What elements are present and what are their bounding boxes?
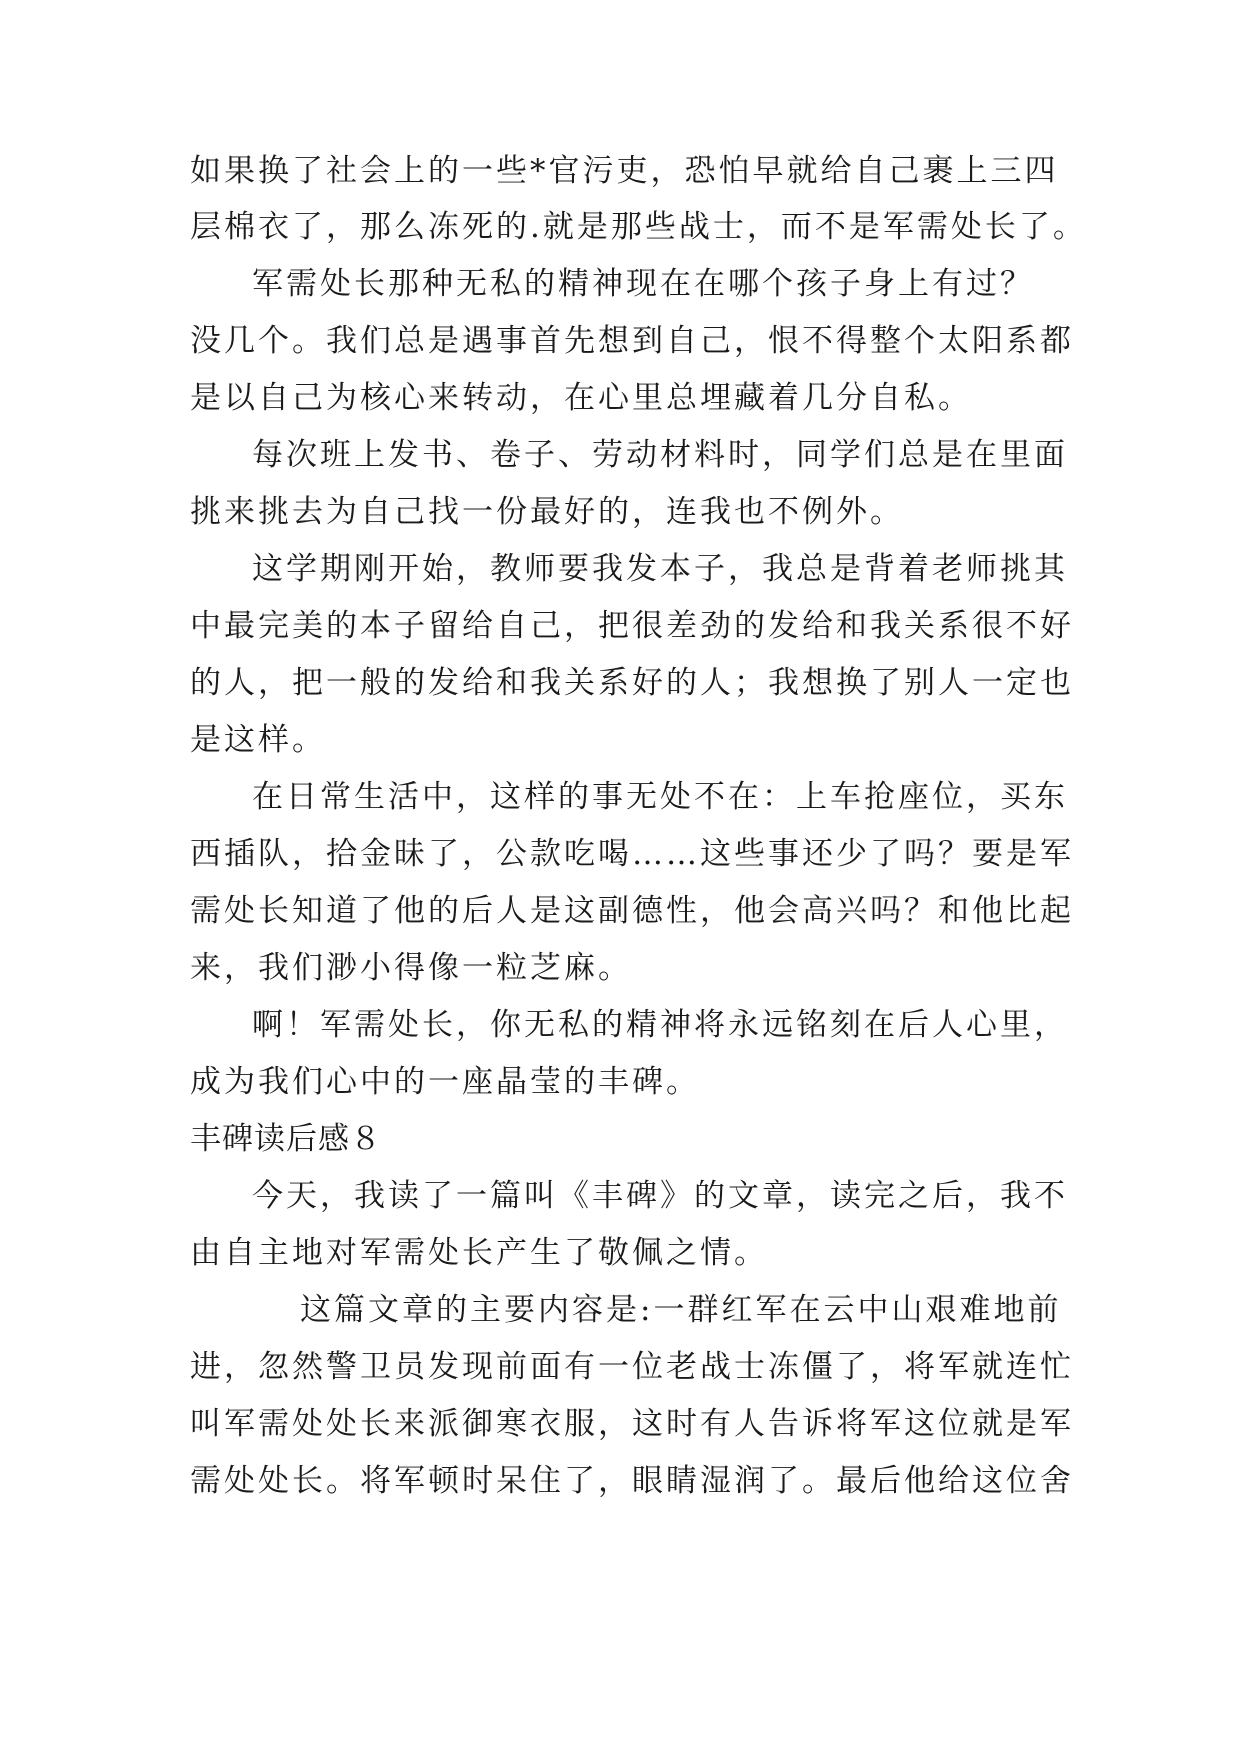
paragraph-start-line: 每次班上发书、卷子、劳动材料时，同学们总是在里面 [252, 437, 1068, 473]
text-line: 进，忽然警卫员发现前面有一位老战士冻僵了，将军就连忙 [190, 1349, 1074, 1385]
section-heading: 丰碑读后感８ [190, 1121, 382, 1157]
paragraph-start-line: 这学期刚开始，教师要我发本子，我总是背着老师挑其 [252, 551, 1068, 587]
text-line: 中最完美的本子留给自己，把很差劲的发给和我关系很不好 [190, 608, 1074, 644]
paragraph-start-line: 在日常生活中，这样的事无处不在：上车抢座位，买东 [252, 779, 1068, 815]
text-line: 来，我们渺小得像一粒芝麻。 [190, 950, 632, 986]
text-line: 叫军需处处长来派御寒衣服，这时有人告诉将军这位就是军 [190, 1406, 1074, 1442]
text-line: 是这样。 [190, 722, 326, 758]
text-line: 的人，把一般的发给和我关系好的人；我想换了别人一定也 [190, 665, 1074, 701]
text-line: 挑来挑去为自己找一份最好的，连我也不例外。 [190, 494, 904, 530]
text-line: 没几个。我们总是遇事首先想到自己，恨不得整个太阳系都 [190, 323, 1074, 359]
text-line: 成为我们心中的一座晶莹的丰碑。 [190, 1064, 700, 1100]
text-line: 需处长知道了他的后人是这副德性，他会高兴吗？和他比起 [190, 893, 1074, 929]
text-line: 层棉衣了，那么冻死的.就是那些战士，而不是军需处长了。 [190, 209, 1087, 245]
text-line: 需处处长。将军顿时呆住了，眼睛湿润了。最后他给这位舍 [190, 1463, 1074, 1499]
paragraph-start-line: 军需处长那种无私的精神现在在哪个孩子身上有过？ [252, 266, 1034, 302]
text-line: 如果换了社会上的一些*官污吏，恐怕早就给自己裹上三四 [190, 153, 1059, 189]
text-line: 由自主地对军需处长产生了敬佩之情。 [190, 1235, 768, 1271]
paragraph-start-line: 啊！军需处长，你无私的精神将永远铭刻在后人心里， [252, 1007, 1068, 1043]
paragraph-start-line: 今天，我读了一篇叫《丰碑》的文章，读完之后，我不 [252, 1178, 1068, 1214]
paragraph-start-line: 这篇文章的主要内容是:一群红军在云中山艰难地前 [300, 1292, 1062, 1328]
text-line: 是以自己为核心来转动，在心里总埋藏着几分自私。 [190, 380, 972, 416]
text-line: 西插队，拾金昧了，公款吃喝……这些事还少了吗？要是军 [190, 836, 1074, 872]
